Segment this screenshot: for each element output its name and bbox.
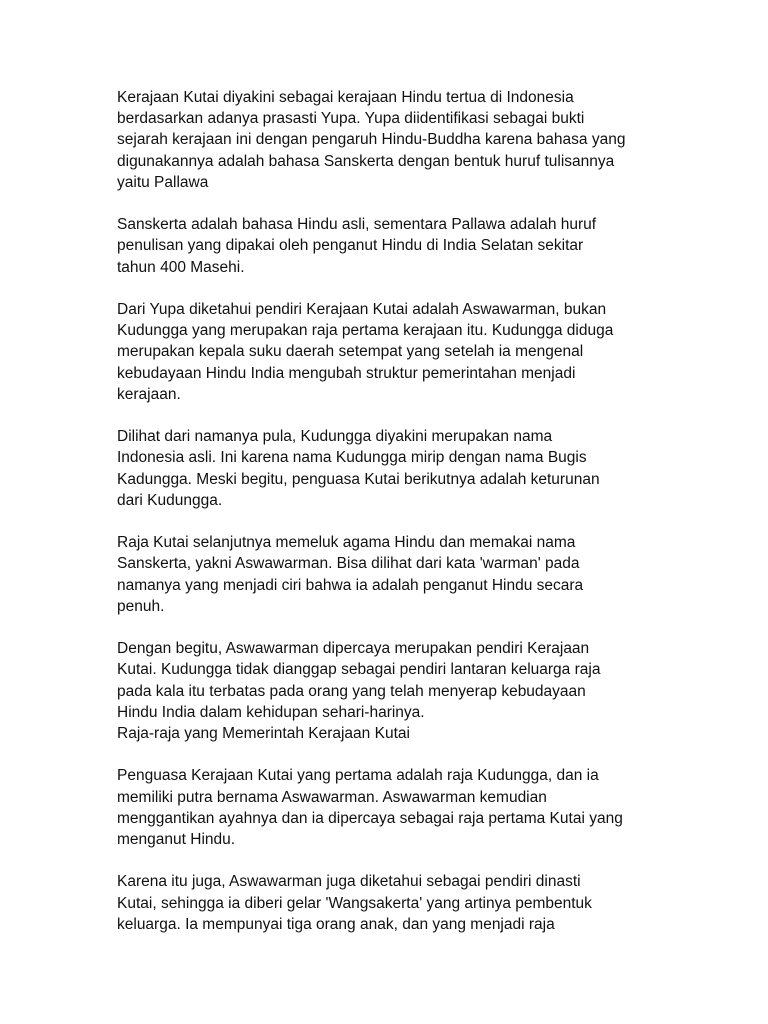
paragraph-line: Kerajaan Kutai diyakini sebagai kerajaan Hindu tertua di Indonesia bbox=[117, 89, 574, 106]
paragraph-line: penulisan yang dipakai oleh penganut Hindu di India Selatan sekitar bbox=[117, 237, 584, 255]
paragraph-3 bbox=[117, 299, 677, 405]
paragraph-2 bbox=[117, 214, 677, 278]
paragraph-line: Sanskerta, yakni Aswawarman. Bisa dilihat dari kata 'warman' pada bbox=[117, 555, 580, 573]
paragraph-line: berdasarkan adanya prasasti Yupa. Yupa diidentifikasi sebagai bukti bbox=[117, 110, 585, 128]
paragraph-line: dari Kudungga. bbox=[117, 491, 223, 509]
paragraph-line: kebudayaan Hindu India mengubah struktur pemerintahan menjadi bbox=[117, 364, 576, 382]
paragraph-line: Kutai. Kudungga tidak dianggap sebagai pendiri lantaran keluarga raja bbox=[117, 661, 601, 679]
paragraph-line: Dilihat dari namanya pula, Kudungga diyakini merupakan nama bbox=[117, 428, 553, 446]
paragraph-line: keluarga. Ia mempunyai tiga orang anak, dan yang menjadi raja bbox=[117, 915, 555, 933]
paragraph-8 bbox=[117, 871, 677, 935]
paragraph-line: pada kala itu terbatas pada orang yang telah menyerap kebudayaan bbox=[117, 682, 586, 700]
paragraph-line: memiliki putra bernama Aswawarman. Aswawarman kemudian bbox=[117, 788, 547, 806]
document-body bbox=[117, 87, 677, 956]
paragraph-line: menganut Hindu. bbox=[117, 831, 236, 849]
paragraph-line: Kudungga yang merupakan raja pertama kerajaan itu. Kudungga diduga bbox=[117, 322, 614, 340]
paragraph-line: tahun 400 Masehi. bbox=[117, 258, 245, 276]
paragraph-line: Indonesia asli. Ini karena nama Kudungga mirip dengan nama Bugis bbox=[117, 449, 587, 467]
paragraph-line: yaitu Pallawa bbox=[117, 173, 209, 191]
paragraph-line: kerajaan. bbox=[117, 385, 181, 403]
paragraph-line: Raja Kutai selanjutnya memeluk agama Hindu dan memakai nama bbox=[117, 534, 576, 552]
paragraph-4 bbox=[117, 426, 677, 511]
paragraph-line: merupakan kepala suku daerah setempat yang setelah ia mengenal bbox=[117, 343, 584, 361]
paragraph-line: sejarah kerajaan ini dengan pengaruh Hindu-Buddha karena bahasa yang bbox=[117, 131, 626, 149]
paragraph-line: namanya yang menjadi ciri bahwa ia adalah penganut Hindu secara bbox=[117, 576, 584, 594]
paragraph-line: Sanskerta adalah bahasa Hindu asli, sementara Pallawa adalah huruf bbox=[117, 216, 597, 234]
paragraph-line: Karena itu juga, Aswawarman juga diketahui sebagai pendiri dinasti bbox=[117, 873, 581, 891]
paragraph-line: Penguasa Kerajaan Kutai yang pertama adalah raja Kudungga, dan ia bbox=[117, 767, 599, 785]
paragraph-line: digunakannya adalah bahasa Sanskerta dengan bentuk huruf tulisannya bbox=[117, 152, 615, 170]
paragraph-1 bbox=[117, 87, 677, 193]
paragraph-5 bbox=[117, 532, 677, 617]
paragraph-line: Dengan begitu, Aswawarman dipercaya merupakan pendiri Kerajaan bbox=[117, 640, 590, 658]
paragraph-6 bbox=[117, 638, 677, 723]
paragraph-line: Hindu India dalam kehidupan sehari-harinya. bbox=[117, 703, 425, 721]
paragraph-7 bbox=[117, 765, 677, 850]
paragraph-line: Kadungga. Meski begitu, penguasa Kutai berikutnya adalah keturunan bbox=[117, 470, 600, 488]
paragraph-line: Dari Yupa diketahui pendiri Kerajaan Kutai adalah Aswawarman, bukan bbox=[117, 301, 607, 318]
paragraph-line: penuh. bbox=[117, 597, 165, 615]
section-heading: Raja-raja yang Memerintah Kerajaan Kutai bbox=[117, 725, 410, 743]
paragraph-line: menggantikan ayahnya dan ia dipercaya sebagai raja pertama Kutai yang bbox=[117, 809, 623, 827]
paragraph-line: Kutai, sehingga ia diberi gelar 'Wangsakerta' yang artinya pembentuk bbox=[117, 894, 592, 912]
